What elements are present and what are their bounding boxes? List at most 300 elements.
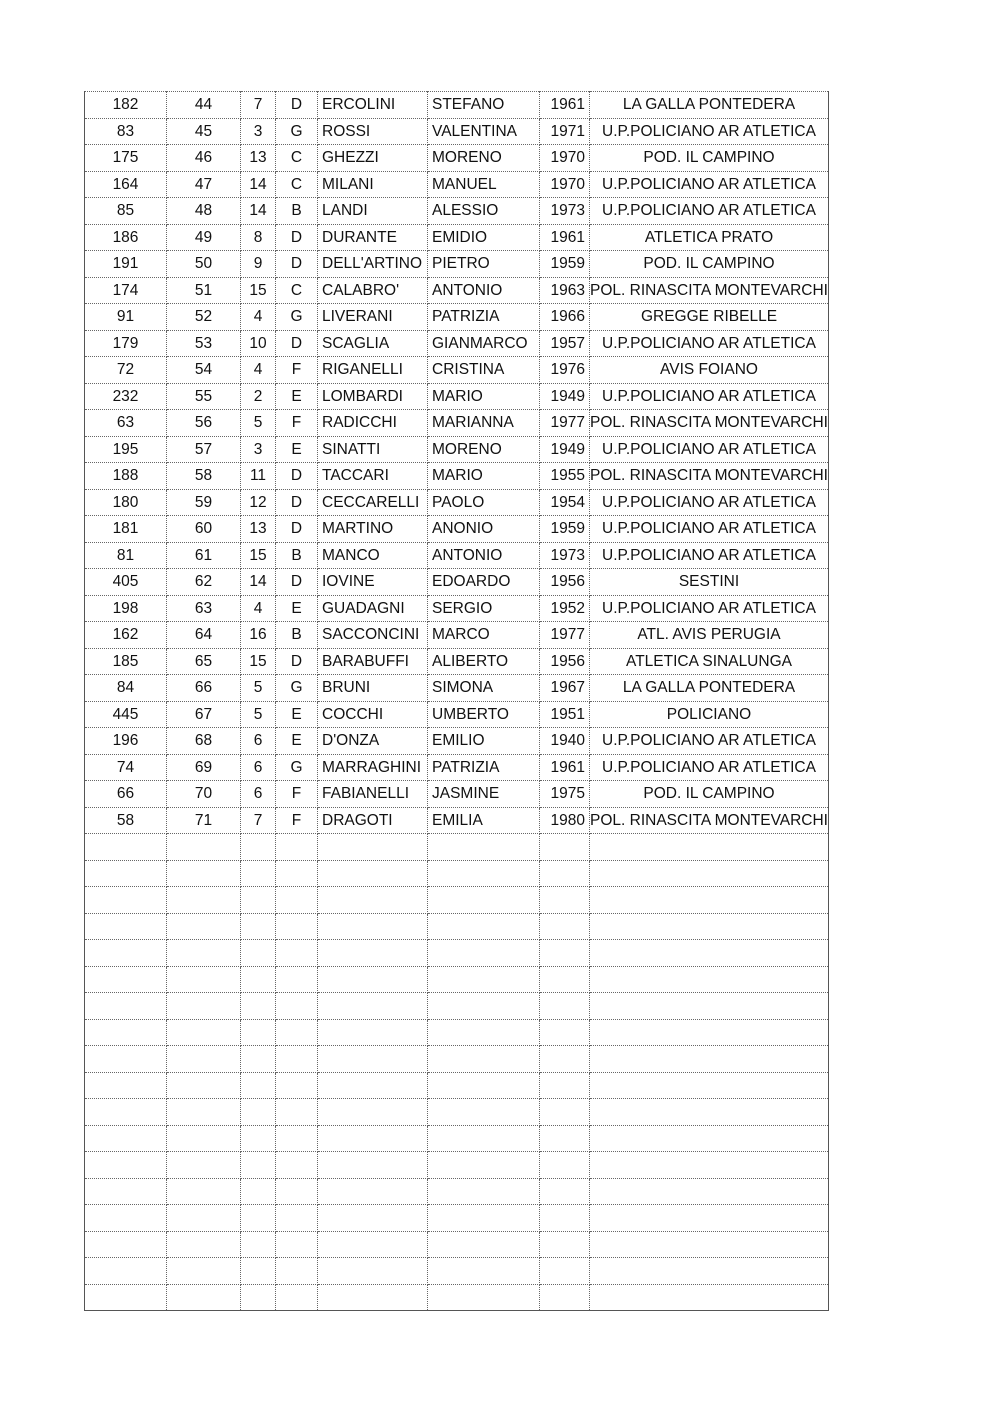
bib-cell: 186 [85, 224, 167, 251]
club-cell: U.P.POLICIANO AR ATLETICA [590, 383, 829, 410]
position-cell: 44 [167, 92, 241, 119]
table-row [85, 171, 829, 198]
empty-cell [590, 993, 829, 1020]
empty-cell [241, 1125, 276, 1152]
birth-year-cell: 1967 [540, 675, 590, 702]
empty-cell [167, 1099, 241, 1126]
category-cell: B [276, 542, 318, 569]
empty-row [85, 1178, 829, 1205]
empty-cell [276, 1178, 318, 1205]
table-row [85, 807, 829, 834]
empty-cell [167, 1284, 241, 1311]
surname-cell: DELL'ARTINO [318, 251, 428, 278]
category-cell: E [276, 436, 318, 463]
empty-cell [318, 1152, 428, 1179]
bib-cell: 164 [85, 171, 167, 198]
bib-cell: 195 [85, 436, 167, 463]
position-cell: 55 [167, 383, 241, 410]
results-table-body [85, 92, 829, 1311]
club-cell: U.P.POLICIANO AR ATLETICA [590, 754, 829, 781]
empty-cell [276, 1019, 318, 1046]
surname-cell: FABIANELLI [318, 781, 428, 808]
empty-cell [540, 1019, 590, 1046]
category-cell: F [276, 410, 318, 437]
first-name-cell: ANTONIO [428, 277, 540, 304]
empty-cell [590, 1125, 829, 1152]
club-cell: GREGGE RIBELLE [590, 304, 829, 331]
surname-cell: MANCO [318, 542, 428, 569]
category-cell: C [276, 277, 318, 304]
category-position-cell: 12 [241, 489, 276, 516]
empty-cell [540, 993, 590, 1020]
surname-cell: ROSSI [318, 118, 428, 145]
empty-row [85, 1231, 829, 1258]
position-cell: 63 [167, 595, 241, 622]
empty-cell [85, 1099, 167, 1126]
category-cell: E [276, 383, 318, 410]
birth-year-cell: 1961 [540, 754, 590, 781]
empty-row [85, 993, 829, 1020]
position-cell: 53 [167, 330, 241, 357]
empty-cell [428, 940, 540, 967]
position-cell: 50 [167, 251, 241, 278]
first-name-cell: MARIO [428, 463, 540, 490]
empty-cell [590, 1046, 829, 1073]
empty-cell [428, 1019, 540, 1046]
empty-cell [540, 887, 590, 914]
category-cell: B [276, 198, 318, 225]
surname-cell: LANDI [318, 198, 428, 225]
category-position-cell: 9 [241, 251, 276, 278]
table-row [85, 622, 829, 649]
bib-cell: 185 [85, 648, 167, 675]
first-name-cell: MARIANNA [428, 410, 540, 437]
empty-row [85, 1099, 829, 1126]
empty-cell [428, 1125, 540, 1152]
empty-cell [241, 1258, 276, 1285]
club-cell: U.P.POLICIANO AR ATLETICA [590, 330, 829, 357]
club-cell: U.P.POLICIANO AR ATLETICA [590, 728, 829, 755]
club-cell: SESTINI [590, 569, 829, 596]
empty-cell [428, 966, 540, 993]
empty-row [85, 887, 829, 914]
category-position-cell: 4 [241, 595, 276, 622]
birth-year-cell: 1971 [540, 118, 590, 145]
category-position-cell: 15 [241, 542, 276, 569]
category-cell: D [276, 516, 318, 543]
birth-year-cell: 1963 [540, 277, 590, 304]
table-row [85, 463, 829, 490]
empty-cell [428, 1072, 540, 1099]
first-name-cell: JASMINE [428, 781, 540, 808]
category-position-cell: 5 [241, 675, 276, 702]
empty-cell [167, 1019, 241, 1046]
surname-cell: MARTINO [318, 516, 428, 543]
first-name-cell: GIANMARCO [428, 330, 540, 357]
club-cell: U.P.POLICIANO AR ATLETICA [590, 595, 829, 622]
club-cell: U.P.POLICIANO AR ATLETICA [590, 489, 829, 516]
empty-cell [318, 1072, 428, 1099]
bib-cell: 181 [85, 516, 167, 543]
table-row [85, 781, 829, 808]
empty-cell [318, 966, 428, 993]
birth-year-cell: 1973 [540, 198, 590, 225]
surname-cell: LIVERANI [318, 304, 428, 331]
table-row [85, 410, 829, 437]
empty-cell [276, 966, 318, 993]
club-cell: POD. IL CAMPINO [590, 781, 829, 808]
bib-cell: 180 [85, 489, 167, 516]
birth-year-cell: 1951 [540, 701, 590, 728]
bib-cell: 198 [85, 595, 167, 622]
table-row [85, 330, 829, 357]
table-row [85, 701, 829, 728]
birth-year-cell: 1975 [540, 781, 590, 808]
category-cell: D [276, 463, 318, 490]
bib-cell: 83 [85, 118, 167, 145]
category-position-cell: 4 [241, 357, 276, 384]
club-cell: ATLETICA SINALUNGA [590, 648, 829, 675]
category-cell: G [276, 304, 318, 331]
empty-cell [276, 834, 318, 861]
category-cell: F [276, 357, 318, 384]
empty-row [85, 1258, 829, 1285]
empty-cell [590, 1099, 829, 1126]
empty-cell [540, 940, 590, 967]
surname-cell: SACCONCINI [318, 622, 428, 649]
empty-cell [540, 1125, 590, 1152]
surname-cell: IOVINE [318, 569, 428, 596]
position-cell: 71 [167, 807, 241, 834]
category-position-cell: 7 [241, 92, 276, 119]
club-cell: POD. IL CAMPINO [590, 251, 829, 278]
table-row [85, 92, 829, 119]
surname-cell: DURANTE [318, 224, 428, 251]
bib-cell: 72 [85, 357, 167, 384]
table-row [85, 436, 829, 463]
empty-cell [241, 993, 276, 1020]
first-name-cell: PAOLO [428, 489, 540, 516]
empty-cell [241, 860, 276, 887]
birth-year-cell: 1959 [540, 251, 590, 278]
category-position-cell: 6 [241, 728, 276, 755]
bib-cell: 179 [85, 330, 167, 357]
club-cell: U.P.POLICIANO AR ATLETICA [590, 198, 829, 225]
birth-year-cell: 1940 [540, 728, 590, 755]
surname-cell: COCCHI [318, 701, 428, 728]
empty-cell [241, 1099, 276, 1126]
surname-cell: MILANI [318, 171, 428, 198]
bib-cell: 63 [85, 410, 167, 437]
category-position-cell: 15 [241, 648, 276, 675]
birth-year-cell: 1970 [540, 171, 590, 198]
empty-cell [318, 1046, 428, 1073]
empty-row [85, 966, 829, 993]
birth-year-cell: 1954 [540, 489, 590, 516]
empty-cell [241, 1178, 276, 1205]
empty-cell [167, 966, 241, 993]
surname-cell: SCAGLIA [318, 330, 428, 357]
empty-cell [276, 1072, 318, 1099]
empty-cell [241, 913, 276, 940]
empty-cell [241, 1072, 276, 1099]
empty-cell [167, 1231, 241, 1258]
empty-cell [318, 993, 428, 1020]
category-position-cell: 15 [241, 277, 276, 304]
first-name-cell: ANONIO [428, 516, 540, 543]
empty-cell [85, 913, 167, 940]
first-name-cell: MORENO [428, 145, 540, 172]
surname-cell: LOMBARDI [318, 383, 428, 410]
first-name-cell: EMILIA [428, 807, 540, 834]
bib-cell: 81 [85, 542, 167, 569]
empty-cell [540, 1205, 590, 1232]
position-cell: 66 [167, 675, 241, 702]
surname-cell: TACCARI [318, 463, 428, 490]
empty-cell [590, 860, 829, 887]
category-position-cell: 4 [241, 304, 276, 331]
empty-cell [590, 1178, 829, 1205]
empty-cell [85, 1125, 167, 1152]
empty-cell [428, 1099, 540, 1126]
empty-cell [590, 966, 829, 993]
bib-cell: 182 [85, 92, 167, 119]
club-cell: POL. RINASCITA MONTEVARCHI [590, 277, 829, 304]
empty-cell [167, 913, 241, 940]
first-name-cell: EDOARDO [428, 569, 540, 596]
empty-cell [590, 1152, 829, 1179]
bib-cell: 66 [85, 781, 167, 808]
empty-cell [540, 1046, 590, 1073]
empty-cell [85, 1072, 167, 1099]
category-cell: D [276, 224, 318, 251]
first-name-cell: ANTONIO [428, 542, 540, 569]
category-position-cell: 16 [241, 622, 276, 649]
birth-year-cell: 1980 [540, 807, 590, 834]
birth-year-cell: 1973 [540, 542, 590, 569]
empty-cell [428, 1205, 540, 1232]
bib-cell: 85 [85, 198, 167, 225]
empty-cell [590, 834, 829, 861]
empty-cell [167, 1125, 241, 1152]
first-name-cell: ALIBERTO [428, 648, 540, 675]
empty-cell [85, 1046, 167, 1073]
empty-cell [85, 993, 167, 1020]
position-cell: 61 [167, 542, 241, 569]
empty-cell [85, 1258, 167, 1285]
category-cell: G [276, 118, 318, 145]
first-name-cell: EMIDIO [428, 224, 540, 251]
club-cell: U.P.POLICIANO AR ATLETICA [590, 436, 829, 463]
empty-cell [590, 940, 829, 967]
empty-cell [318, 834, 428, 861]
empty-cell [167, 1152, 241, 1179]
bib-cell: 174 [85, 277, 167, 304]
table-row [85, 489, 829, 516]
empty-cell [590, 1284, 829, 1311]
category-cell: C [276, 145, 318, 172]
birth-year-cell: 1952 [540, 595, 590, 622]
surname-cell: RADICCHI [318, 410, 428, 437]
empty-cell [276, 913, 318, 940]
empty-cell [276, 1152, 318, 1179]
category-cell: D [276, 92, 318, 119]
empty-cell [167, 993, 241, 1020]
category-position-cell: 3 [241, 118, 276, 145]
club-cell: POL. RINASCITA MONTEVARCHI [590, 410, 829, 437]
empty-cell [241, 940, 276, 967]
category-position-cell: 11 [241, 463, 276, 490]
first-name-cell: EMILIO [428, 728, 540, 755]
birth-year-cell: 1961 [540, 224, 590, 251]
surname-cell: GUADAGNI [318, 595, 428, 622]
empty-cell [276, 1205, 318, 1232]
empty-cell [428, 1178, 540, 1205]
bib-cell: 162 [85, 622, 167, 649]
empty-cell [276, 887, 318, 914]
empty-cell [428, 1152, 540, 1179]
empty-cell [318, 1258, 428, 1285]
position-cell: 69 [167, 754, 241, 781]
category-cell: G [276, 754, 318, 781]
club-cell: POD. IL CAMPINO [590, 145, 829, 172]
empty-cell [540, 1284, 590, 1311]
empty-cell [428, 860, 540, 887]
first-name-cell: ALESSIO [428, 198, 540, 225]
empty-cell [318, 1125, 428, 1152]
empty-cell [428, 993, 540, 1020]
position-cell: 45 [167, 118, 241, 145]
surname-cell: BARABUFFI [318, 648, 428, 675]
club-cell: U.P.POLICIANO AR ATLETICA [590, 118, 829, 145]
surname-cell: RIGANELLI [318, 357, 428, 384]
first-name-cell: PATRIZIA [428, 754, 540, 781]
birth-year-cell: 1966 [540, 304, 590, 331]
first-name-cell: MANUEL [428, 171, 540, 198]
surname-cell: CECCARELLI [318, 489, 428, 516]
empty-row [85, 913, 829, 940]
empty-cell [85, 1178, 167, 1205]
bib-cell: 175 [85, 145, 167, 172]
category-cell: G [276, 675, 318, 702]
empty-cell [241, 1152, 276, 1179]
club-cell: POL. RINASCITA MONTEVARCHI [590, 807, 829, 834]
table-row [85, 675, 829, 702]
empty-cell [590, 887, 829, 914]
empty-cell [167, 1072, 241, 1099]
bib-cell: 405 [85, 569, 167, 596]
bib-cell: 196 [85, 728, 167, 755]
club-cell: U.P.POLICIANO AR ATLETICA [590, 171, 829, 198]
club-cell: POLICIANO [590, 701, 829, 728]
empty-row [85, 1125, 829, 1152]
first-name-cell: PATRIZIA [428, 304, 540, 331]
first-name-cell: MORENO [428, 436, 540, 463]
position-cell: 57 [167, 436, 241, 463]
birth-year-cell: 1977 [540, 622, 590, 649]
position-cell: 62 [167, 569, 241, 596]
empty-cell [276, 993, 318, 1020]
empty-cell [167, 834, 241, 861]
birth-year-cell: 1957 [540, 330, 590, 357]
table-row [85, 383, 829, 410]
birth-year-cell: 1955 [540, 463, 590, 490]
empty-cell [167, 1178, 241, 1205]
category-position-cell: 5 [241, 410, 276, 437]
empty-cell [85, 1284, 167, 1311]
category-cell: D [276, 648, 318, 675]
position-cell: 52 [167, 304, 241, 331]
table-row [85, 198, 829, 225]
empty-cell [85, 1231, 167, 1258]
position-cell: 54 [167, 357, 241, 384]
birth-year-cell: 1976 [540, 357, 590, 384]
category-position-cell: 8 [241, 224, 276, 251]
empty-cell [241, 887, 276, 914]
surname-cell: ERCOLINI [318, 92, 428, 119]
surname-cell: SINATTI [318, 436, 428, 463]
empty-cell [318, 1284, 428, 1311]
empty-cell [318, 1178, 428, 1205]
first-name-cell: SIMONA [428, 675, 540, 702]
birth-year-cell: 1977 [540, 410, 590, 437]
category-position-cell: 13 [241, 145, 276, 172]
table-row [85, 357, 829, 384]
empty-cell [590, 913, 829, 940]
empty-cell [428, 834, 540, 861]
category-cell: D [276, 330, 318, 357]
first-name-cell: VALENTINA [428, 118, 540, 145]
category-cell: E [276, 728, 318, 755]
empty-cell [540, 860, 590, 887]
club-cell: U.P.POLICIANO AR ATLETICA [590, 542, 829, 569]
empty-cell [241, 1205, 276, 1232]
table-row [85, 542, 829, 569]
table-row [85, 648, 829, 675]
empty-cell [167, 860, 241, 887]
category-position-cell: 5 [241, 701, 276, 728]
empty-cell [276, 1125, 318, 1152]
empty-cell [167, 887, 241, 914]
empty-cell [276, 940, 318, 967]
surname-cell: BRUNI [318, 675, 428, 702]
bib-cell: 188 [85, 463, 167, 490]
first-name-cell: MARIO [428, 383, 540, 410]
empty-cell [241, 1046, 276, 1073]
table-row [85, 754, 829, 781]
empty-cell [167, 940, 241, 967]
empty-row [85, 1284, 829, 1311]
empty-cell [85, 940, 167, 967]
table-row [85, 569, 829, 596]
empty-cell [540, 913, 590, 940]
empty-cell [318, 1231, 428, 1258]
category-position-cell: 2 [241, 383, 276, 410]
empty-cell [318, 1205, 428, 1232]
category-position-cell: 10 [241, 330, 276, 357]
empty-cell [428, 1231, 540, 1258]
empty-cell [85, 1205, 167, 1232]
empty-cell [276, 1231, 318, 1258]
first-name-cell: STEFANO [428, 92, 540, 119]
empty-cell [85, 834, 167, 861]
empty-cell [540, 966, 590, 993]
bib-cell: 191 [85, 251, 167, 278]
empty-row [85, 1046, 829, 1073]
first-name-cell: UMBERTO [428, 701, 540, 728]
category-position-cell: 14 [241, 569, 276, 596]
club-cell: LA GALLA PONTEDERA [590, 92, 829, 119]
